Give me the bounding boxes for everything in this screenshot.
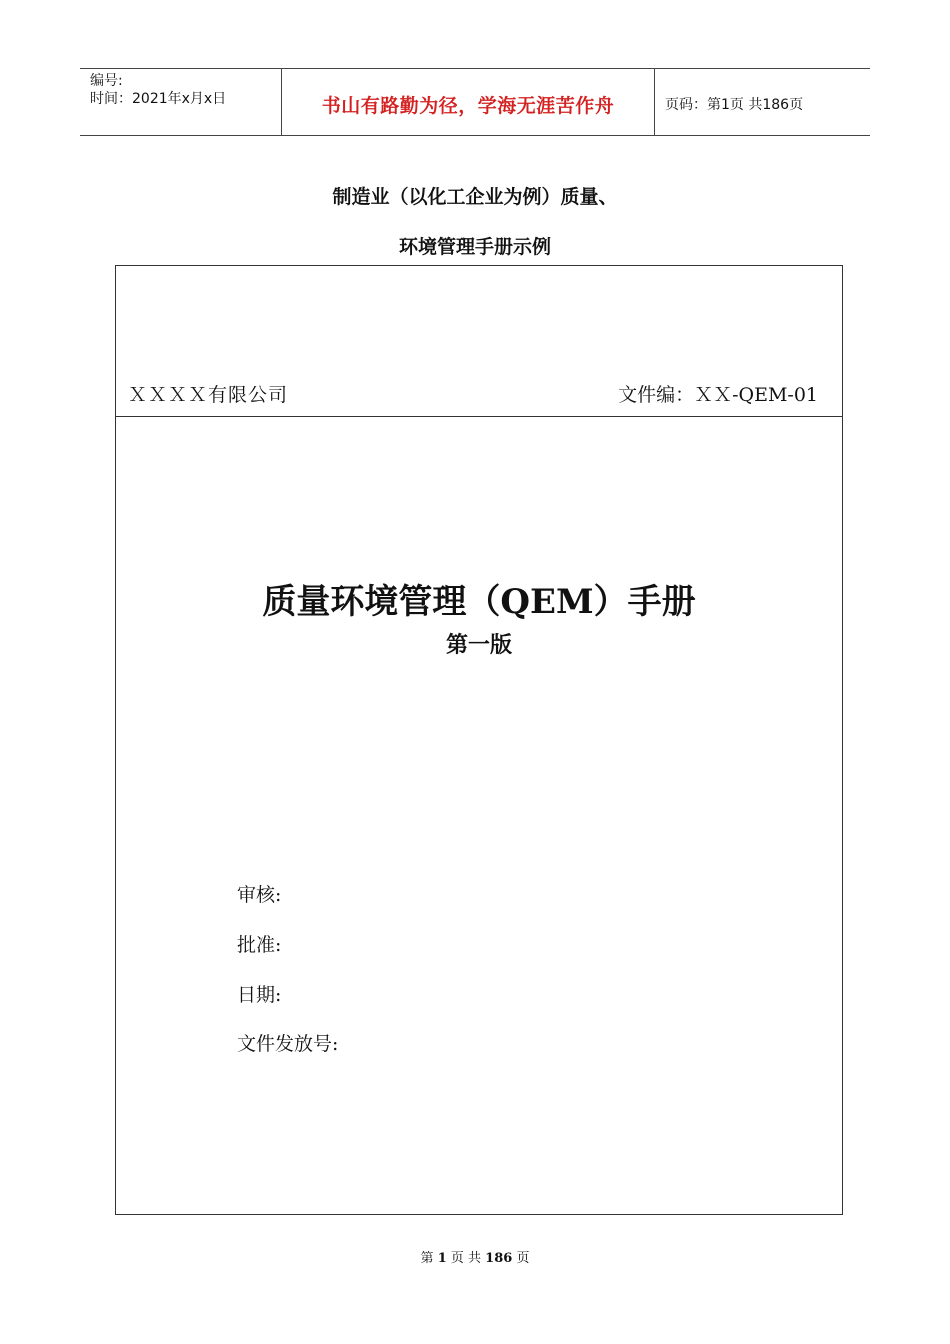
page-header (80, 68, 870, 136)
motto-text: 书山有路勤为径，学海无涯苦作舟 (321, 95, 615, 117)
serial-label: 编号: (90, 73, 123, 89)
footer-suffix: 页 (516, 1251, 530, 1266)
cover-divider (116, 416, 842, 417)
footer-prefix: 第 (420, 1251, 434, 1266)
header-motto-cell (282, 69, 655, 135)
date-label: 时间：2021年x月x日 (90, 91, 227, 107)
footer-mid: 页 共 (450, 1251, 482, 1266)
header-meta-cell (80, 69, 282, 135)
footer-page-number: 1 (437, 1251, 447, 1266)
cover-box (115, 265, 843, 1215)
page-info: 页码：第1页 共186页 (665, 97, 804, 113)
edition-label: 第一版 (445, 632, 512, 658)
approve-field: 批准: (237, 934, 282, 956)
issue-number-field: 文件发放号: (237, 1033, 339, 1055)
date-field: 日期: (237, 984, 282, 1006)
document-number: 文件编：ＸＸ-QEM-01 (618, 384, 818, 406)
document-title-line2: 环境管理手册示例 (398, 236, 551, 258)
company-name: ＸＸＸＸ有限公司 (128, 384, 289, 406)
manual-title: 质量环境管理（QEM）手册 (262, 582, 696, 622)
page-footer (0, 1247, 950, 1266)
review-field: 审核: (237, 884, 282, 906)
document-title-line1: 制造业（以化工企业为例）质量、 (332, 186, 618, 208)
footer-total-pages: 186 (485, 1251, 513, 1266)
header-page-cell (655, 69, 870, 135)
